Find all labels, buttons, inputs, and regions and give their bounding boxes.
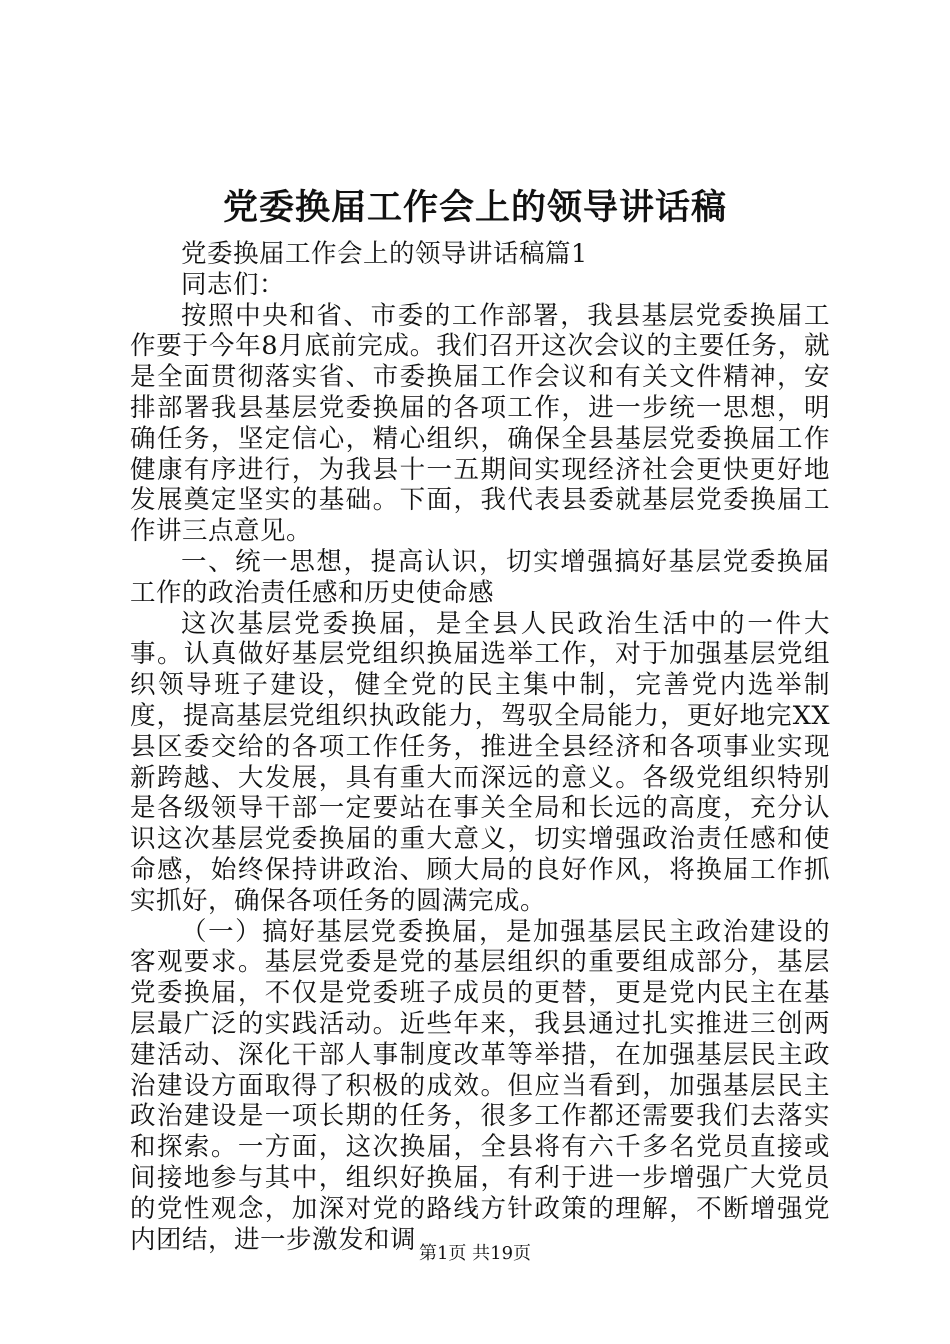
body-paragraph: （一）搞好基层党委换届，是加强基层民主政治建设的客观要求。基层党委是党的基层组织的重要组成部分，基层党委换届，不仅是党委班子成员的更替，更是党内民主在基层最广泛的实践活动。近些年来，我县通过扎实推进三创两建活动、深化干部人事制度改革等举措，在加强基层民主政治建设方面取得了积极的成效。但应当看到，加强基层民主政治建设是一项长期的任务，很多工作都还需要我们去落实和探索。一方面，这次换届，全县将有六千多名党员直接或间接地参与其中，组织好换届，有利于进一步增强广大党员的党性观念，加深对党的路线方针政策的理解，不断增强党内团结，进一步激发和调 [130, 916, 830, 1255]
page-number-footer: 第1页 共19页 [418, 1243, 532, 1264]
body-paragraph: 这次基层党委换届，是全县人民政治生活中的一件大事。认真做好基层党组织换届选举工作，对于加强基层党组织领导班子建设，健全党的民主集中制，完善党内选举制度，提高基层党组织执政能力，驾驭全局能力，更好地完XX县区委交给的各项工作任务，推进全县经济和各项事业实现新跨越、大发展，具有重大而深远的意义。各级党组织特别是各级领导干部一定要站在事关全局和长远的高度，充分认识这次基层党委换届的重大意义，切实增强政治责任感和使命感，始终保持讲政治、顾大局的良好作风，将换届工作抓实抓好，确保各项任务的圆满完成。 [130, 608, 830, 916]
salutation-paragraph: 同志们： [181, 269, 286, 300]
section-heading: 一、统一思想，提高认识，切实增强搞好基层党委换届工作的政治责任感和历史使命感 [130, 546, 830, 608]
document-body [130, 239, 830, 1255]
document-title: 党委换届工作会上的领导讲话稿 [222, 187, 727, 228]
body-paragraph: 按照中央和省、市委的工作部署，我县基层党委换届工作要于今年8月底前完成。我们召开这次会议的主要任务，就是全面贯彻落实省、市委换届工作会议和有关文件精神，安排部署我县基层党委换届的各项工作，进一步统一思想，明确任务，坚定信心，精心组织，确保全县基层党委换届工作健康有序进行，为我县十一五期间实现经济社会更快更好地发展奠定坚实的基础。下面，我代表县委就基层党委换届工作讲三点意见。 [130, 300, 830, 547]
subtitle-paragraph: 党委换届工作会上的领导讲话稿篇1 [181, 239, 588, 269]
